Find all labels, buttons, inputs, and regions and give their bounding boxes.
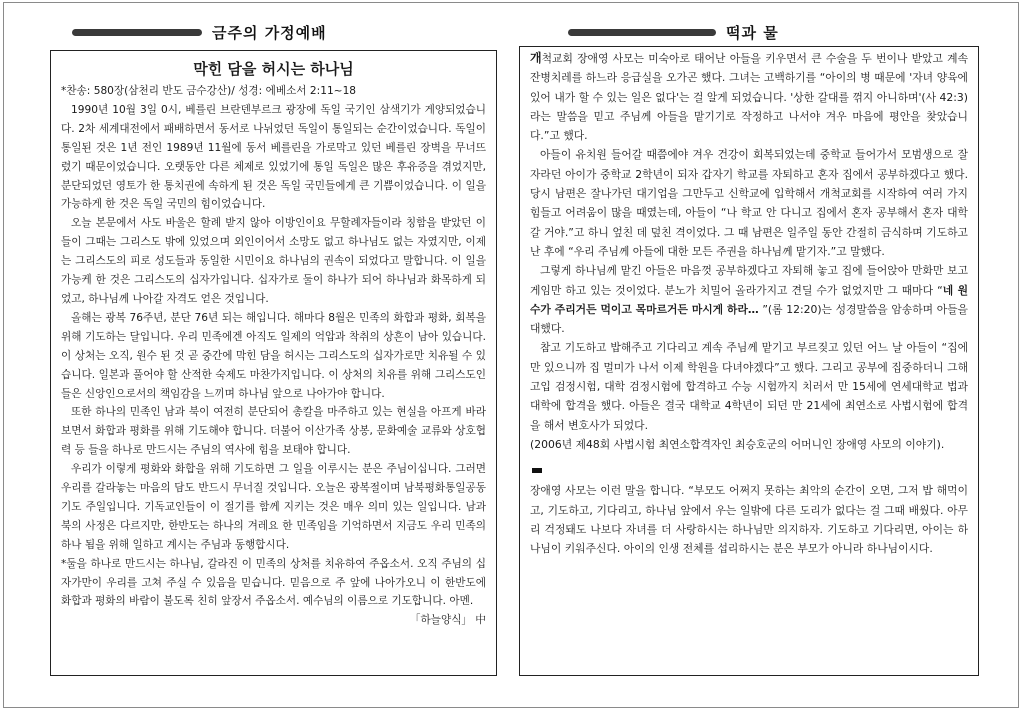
left-paragraph-3: 올해는 광복 76주년, 분단 76년 되는 해입니다. 해마다 8월은 민족의 화합과 평화, 회복을 위해 기도하는 달입니다. 우리 민족에겐 아직도 일제의 억압과 착취의 상흔이 남아 있습니다. 이 상처는 오직, 원수 된 것 곧 중간에 막힌 담을 허시는 그리스도의 십자가로만 치유될 수 있습니다. 일본과 풀어야 할 산적한 숙제도 마찬가지입니다. 이 상처의 치유를 위해 그리스도인들은 신앙인으로서의 책임감을 느끼며 하나님 앞으로 나아가야 합니다. [61,311,486,400]
right-column [519,46,979,676]
right-paragraph-2: 아들이 유치원 들어갈 때쯤에야 겨우 건강이 회복되었는데 중학교 들어가서 모범생으로 잘 자라던 아이가 중학교 2학년이 되자 갑자기 학교를 자퇴하고 혼자 집에서 공부하겠다고 했다. 당시 남편은 잘나가던 대기업을 그만두고 신학교에 입학해서 개척교회를 시작하여 여러 가지 힘들고 어려움이 많을 때였는데, 아들이 “나 학교 안 다니고 집에서 혼자 공부해서 혼자 대학 갈 거야.”고 하니 엎친 데 덮친 격이었다. 그 때 남편은 일주일 동안 간절히 금식하며 기도하고 난 후에 “우리 주님께 아들에 대한 모든 주권을 하나님께 맡기자.”고 말했다. [530,148,968,258]
source-signature: 「하늘양식」 中 [409,614,486,627]
right-header-bar [568,29,716,36]
right-paragraph-3 [530,261,968,338]
right-paragraph-1 [530,49,968,145]
prayer-paragraph [61,555,486,627]
right-paragraph-3a: 그렇게 하나님께 맡긴 아들은 마음껏 공부하겠다고 자퇴해 놓고 집에 들어앉아 만화만 보고 게임만 하고 있는 것이었다. 분노가 치밀어 올라가지고 견딜 수가 없었지만 그 때마다 “ [530,264,968,297]
prayer-text: *둘을 하나로 만드시는 하나님, 갈라진 이 민족의 상처를 치유하여 주옵소서. 오직 주님의 십자가만이 우리를 고쳐 주실 수 있음을 믿습니다. 믿음으로 주 앞에 나아가오니 이 한반도에 화합과 평화의 바람이 불도록 친히 앞장서 주옵소서. 예수님의 이름으로 기도합니다. 아멘. [61,557,486,608]
right-header-title: 떡과 물 [726,24,779,42]
left-paragraph-1: 1990년 10월 3일 0시, 베를린 브란덴부르크 광장에 독일 국기인 삼색기가 게양되었습니다. 2차 세계대전에서 패배하면서 동서로 나뉘었던 독일이 통일되는 순간이었습니다. 독일이 통일된 것은 1년 전인 1989년 11월에 동서 베를린을 가로막고 있던 베를린 장벽을 무너뜨렸기 때문이었습니다. 오랫동안 다른 체제로 있었기에 통일 독일은 많은 후유증을 겪었지만, 분단되었던 영토가 한 통치권에 속하게 된 것은 독일 국민들에게 큰 기쁨이었습니다. 이 일을 가능하게 한 것은 독일 국민의 힘이었습니다. [61,103,486,211]
story-note: (2006년 제48회 사법시험 최연소합격자인 최승호군의 어머니인 장애영 사모의 이야기). [530,437,945,451]
article-title: 막힌 담을 허시는 하나님 [193,60,354,78]
bible-quote: 네 원수가 주리거든 먹이고 목마르거든 마시게 하라… [530,283,968,316]
section-divider [532,468,542,473]
right-paragraph-4: 참고 기도하고 밥해주고 기다리고 계속 주님께 맡기고 부르짖고 있던 어느 날 아들이 “집에만 있으니까 집 멀미가 나서 이제 학원을 다녀야겠다”고 했다. 그리고 공부에 집중하더니 그해 고입 검정시험, 대학 검정시험에 합격하고 수능 시험까지 치러서 만 15세에 연세대학교 법과대학에 합격을 했다. 아들은 결국 대학교 4학년이 되던 만 21세에 최연소로 사법시험에 합격을 해서 변호사가 되었다. [530,341,968,432]
left-column [50,50,497,676]
left-header-bar [72,29,202,36]
hymn-line: *찬송: 580장(삼천리 반도 금수강산)/ 성경: 에베소서 2:11~18 [61,85,357,97]
left-header-title: 금주의 가정예배 [212,24,327,42]
right-paragraph-1-text: 척교회 장애영 사모는 미숙아로 태어난 아들을 키우면서 큰 수술을 두 번이나 받았고 계속 잔병치레를 하느라 응급실을 오가곤 했다. 그녀는 고백하기를 “아이의 병 때문에 '자녀 양육에 있어 내가 할 수 있는 일은 없다'는 걸 알게 되었습니다. '상한 갈대를 꺾지 아니하며'(사 42:3)라는 말씀을 믿고 주님께 아들을 맡기기로 작정하고 나서야 겨우 마음에 평안을 찾았습니다.”고 했다. [530,52,968,143]
left-header [72,22,327,43]
left-paragraph-4: 또한 하나의 민족인 남과 북이 여전히 분단되어 총칼을 마주하고 있는 현실을 아프게 바라보면서 화합과 평화를 위해 기도해야 합니다. 더불어 이산가족 상봉, 문화예술 교류와 상호협력 등 들을 하나로 만드시는 주님의 역사에 힘을 보태야 합니다. [61,406,486,457]
right-header [568,22,779,43]
right-paragraph-5: 장애영 사모는 이런 말을 합니다. “부모도 어쩌지 못하는 최악의 순간이 오면, 그저 밥 해먹이고, 기도하고, 기다리고, 하나님 앞에서 우는 일밖에 다른 도리가 없다는 걸 그때 배웠다. 아무리 걱정돼도 나보다 자녀를 더 사랑하시는 하나님만 의지하자. 기도하고 기다리면, 아이는 하나님이 키워주신다. 아이의 인생 전체를 섭리하시는 분은 부모가 아니라 하나님이시다. [530,484,968,556]
first-char: 개 [530,51,542,65]
left-paragraph-5: 우리가 이렇게 평화와 화합을 위해 기도하면 그 일을 이루시는 분은 주님이십니다. 그러면 우리를 갈라놓는 마음의 담도 반드시 무너질 것입니다. 오늘은 광복절이며 남북평화통일공동기도 주일입니다. 기독교인들이 이 절기를 함께 지키는 것은 매우 의미 있는 일입니다. 남과 북의 사정은 다르지만, 한반도는 하나의 겨레요 한 민족임을 기억하면서 지금도 우리 민족의 하나 됨을 위해 일하고 계시는 주님과 동행합시다. [61,463,486,551]
right-paragraph-3b: ”(롬 12:20)는 성경말씀을 암송하며 아들을 대했다. [530,302,968,336]
left-paragraph-2: 오늘 본문에서 사도 바울은 할례 받지 않아 이방인이요 무할례자들이라 칭함을 받았던 이들이 그때는 그리스도 밖에 있었으며 외인이어서 소망도 없고 하나님도 없는 자였지만, 이제는 그리스도의 피로 성도들과 동일한 시민이요 하나님의 권속이 되었다고 말합니다. 이 일을 가능케 한 것은 그리스도의 십자가입니다. 십자가로 둘이 하나가 되어 하나님과 화목하게 되었고, 하나님께 나아갈 자격도 얻은 것입니다. [61,217,486,305]
